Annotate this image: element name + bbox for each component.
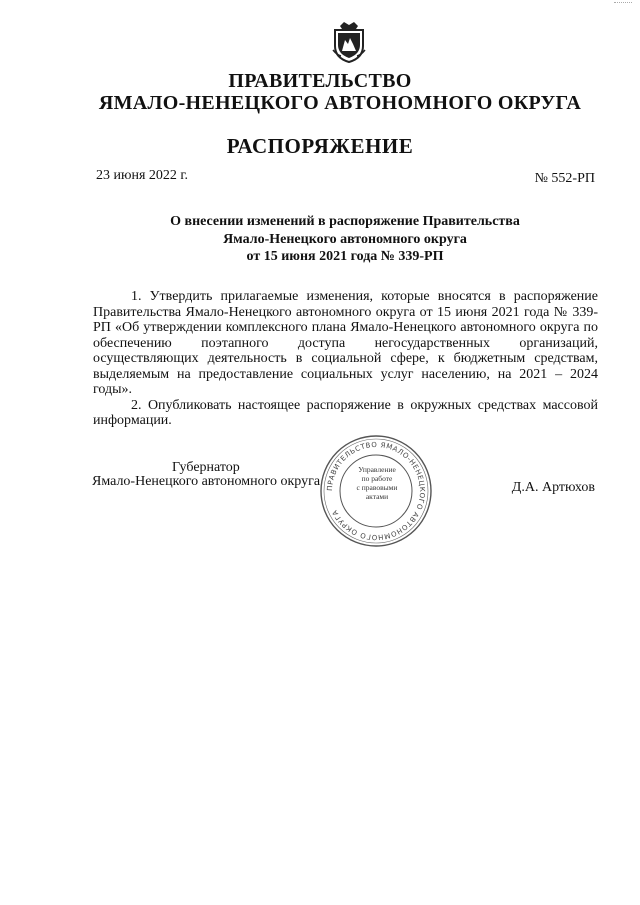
stamp-inner-line: с правовыми <box>356 483 398 492</box>
subject-line: Ямало-Ненецкого автономного округа <box>223 231 467 247</box>
paragraph-1: 1. Утвердить прилагаемые изменения, которые вносятся в распоряжение Правительства Ямало-Ненецкого автономного округа от 15 июня 2021 года № 339-РП «Об утверждении комплексного плана Ямало-Ненецкого автономного округа по обеспечению поэтапного доступа негосударственных организаций, осуществляющих деятельность в социальной сфере, к бюджетным средствам, выделяемым на предоставление социальных услуг населению, на 2021 – 2024 годы». <box>93 289 598 397</box>
government-title-line1: ПРАВИТЕЛЬСТВО <box>228 70 412 92</box>
document-date: 23 июня 2022 г. <box>96 168 189 183</box>
subject-line: от 15 июня 2021 года № 339-РП <box>246 249 444 264</box>
stamp-inner-line: актами <box>365 492 389 501</box>
corner-mark <box>614 2 632 5</box>
coat-of-arms-icon <box>331 20 367 64</box>
subject-line: О внесении изменений в распоряжение Правительства <box>170 214 520 229</box>
signer-name: Д.А. Артюхов <box>511 480 595 495</box>
document-type: РАСПОРЯЖЕНИЕ <box>226 134 414 158</box>
document-body <box>93 289 598 429</box>
document-number: № 552-РП <box>534 171 595 186</box>
paragraph-2: 2. Опубликовать настоящее распоряжение в окружных средствах массовой информации. <box>93 397 598 428</box>
stamp-inner-line: Управление <box>358 465 396 474</box>
signer-post-line2: Ямало-Ненецкого автономного округа <box>92 474 321 489</box>
stamp-inner-text <box>347 465 407 501</box>
government-title-line2: ЯМАЛО-НЕНЕЦКОГО АВТОНОМНОГО ОКРУГА <box>98 92 582 114</box>
document-subject <box>140 213 550 266</box>
stamp-ring-text: ПРАВИТЕЛЬСТВО ЯМАЛО-НЕНЕЦКОГО АВТОНОМНОГО ОКРУГА <box>325 440 427 542</box>
signer-post-line1: Губернатор <box>172 460 240 475</box>
stamp-inner-line: по работе <box>361 474 393 483</box>
